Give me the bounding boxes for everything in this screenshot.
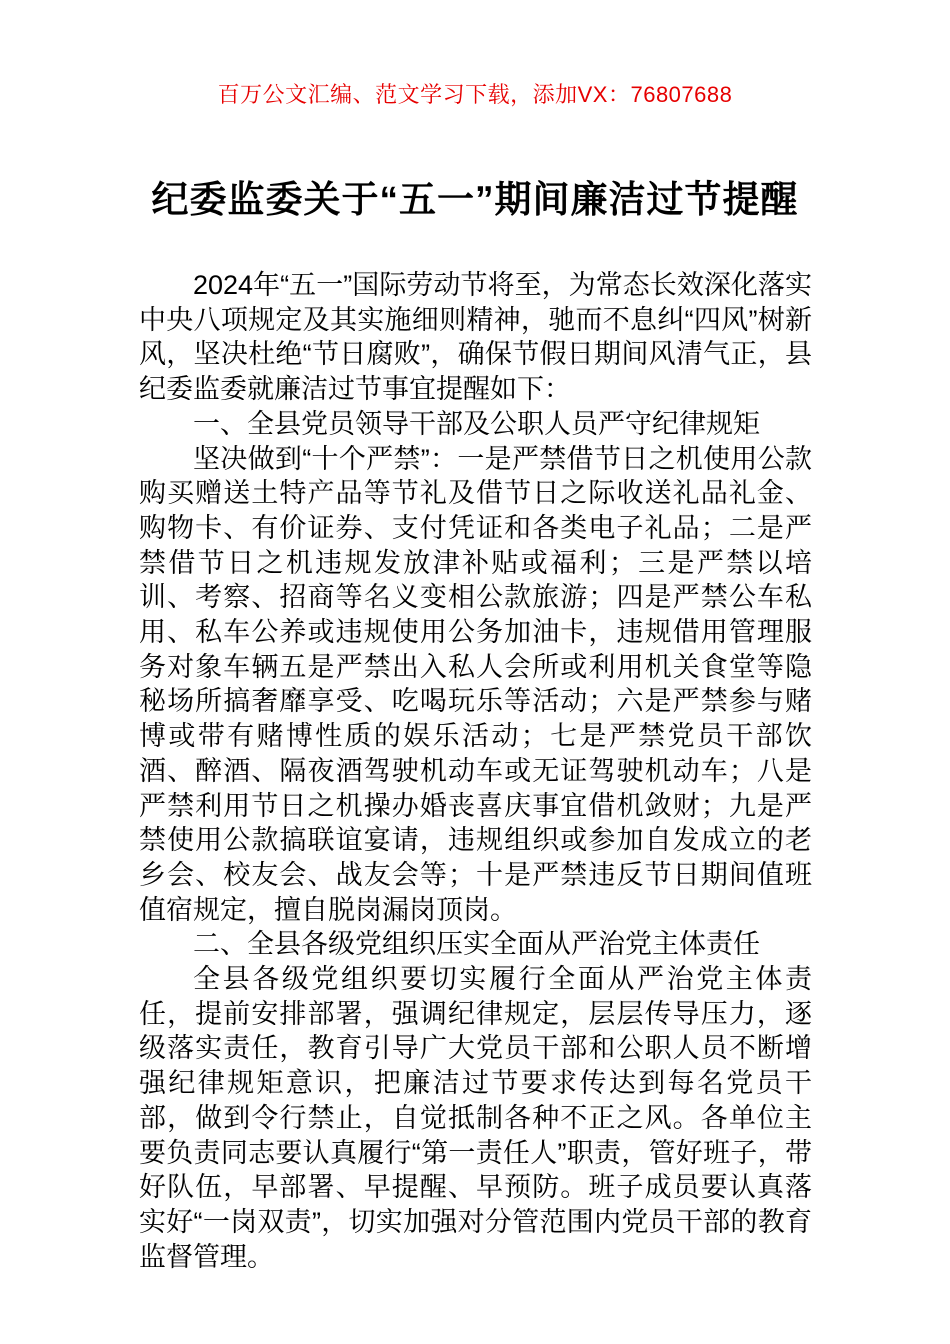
document-body bbox=[139, 268, 812, 1274]
paragraph-ten-prohibitions: 坚决做到“十个严禁”：一是严禁借节日之机使用公款购买赠送土特产品等节礼及借节日之际收送礼品礼金、购物卡、有价证券、支付凭证和各类电子礼品；二是严禁借节日之机违规发放津补贴或福利；三是严禁以培训、考察、招商等名义变相公款旅游；四是严禁公车私用、私车公养或违规使用公务加油卡，违规借用管理服务对象车辆五是严禁出入私人会所或利用机关食堂等隐秘场所搞奢靡享受、吃喝玩乐等活动；六是严禁参与赌博或带有赌博性质的娱乐活动；七是严禁党员干部饮酒、醉酒、隔夜酒驾驶机动车或无证驾驶机动车；八是严禁利用节日之机操办婚丧喜庆事宜借机敛财；九是严禁使用公款搞联谊宴请，违规组织或参加自发成立的老乡会、校友会、战友会等；十是严禁违反节日期间值班值宿规定，擅自脱岗漏岗顶岗。 bbox=[139, 443, 812, 925]
header-notice: 百万公文汇编、范文学习下载，添加VX：76807688 bbox=[217, 82, 733, 107]
section-heading-2: 二、全县各级党组织压实全面从严治党主体责任 bbox=[193, 929, 760, 960]
section-heading-1: 一、全县党员领导干部及公职人员严守纪律规矩 bbox=[193, 408, 760, 439]
paragraph-party-responsibility: 全县各级党组织要切实履行全面从严治党主体责任，提前安排部署，强调纪律规定，层层传导压力，逐级落实责任，教育引导广大党员干部和公职人员不断增强纪律规矩意识，把廉洁过节要求传达到每名党员干部，做到令行禁止，自觉抵制各种不正之风。各单位主要负责同志要认真履行“第一责任人”职责，管好班子，带好队伍，早部署、早提醒、早预防。班子成员要认真落实好“一岗双责”，切实加强对分管范围内党员干部的教育监督管理。 bbox=[139, 964, 812, 1272]
document-title: 纪委监委关于“五一”期间廉洁过节提醒 bbox=[151, 179, 799, 220]
paragraph-intro: 2024年“五一”国际劳动节将至，为常态长效深化落实中央八项规定及其实施细则精神，驰而不息纠“四风”树新风，坚决杜绝“节日腐败”，确保节假日期间风清气正，县纪委监委就廉洁过节事宜提醒如下： bbox=[139, 270, 812, 405]
